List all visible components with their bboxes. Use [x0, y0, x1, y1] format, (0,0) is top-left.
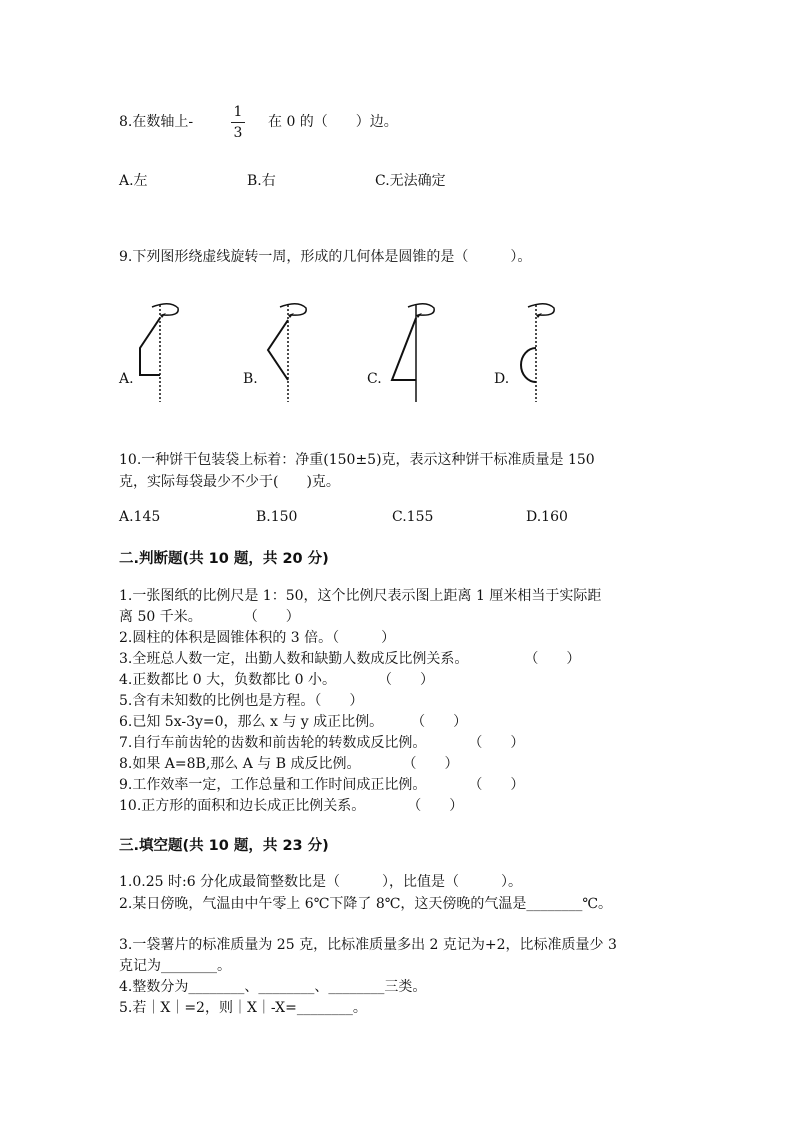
q8-text-before: 8.在数轴上- — [119, 114, 194, 130]
fill-item: 5.若｜X｜=2，则｜X｜-X=________。 — [119, 1000, 367, 1016]
q10-line-1: 10.一种饼干包装袋上标着：净重(150±5)克，表示这种饼干标准质量是 150 — [119, 452, 595, 468]
q10-option-a: A.145 — [119, 509, 161, 525]
judge-item: 4.正数都比 0 大，负数都比 0 小。 （ ） — [119, 672, 434, 688]
q8-frac-denominator: 3 — [233, 125, 243, 141]
q9-text: 9.下列图形绕虚线旋转一周，形成的几何体是圆锥的是（ ）。 — [119, 249, 532, 265]
section-2-title: 二.判断题(共 10 题，共 20 分) — [119, 551, 329, 567]
q9-option-d: D. — [494, 371, 510, 387]
q8-option-a: A.左 — [119, 173, 148, 189]
section-3-title: 三.填空题(共 10 题，共 23 分) — [119, 838, 329, 854]
judge-item: 10.正方形的面积和边长成正比例关系。 （ ） — [119, 798, 464, 814]
q10-option-b: B.150 — [256, 509, 298, 525]
fill-item: 克记为________。 — [119, 958, 231, 974]
fill-item: 4.整数分为________、________、________三类。 — [119, 979, 427, 995]
q10-line-2: 克，实际每袋最少不少于( )克。 — [119, 474, 340, 490]
judge-item: 6.已知 5x-3y=0，那么 x 与 y 成正比例。 （ ） — [119, 714, 468, 730]
q8-option-c: C.无法确定 — [375, 173, 446, 189]
fill-item: 1.0.25 时:6 分化成最简整数比是（ ），比值是（ ）。 — [119, 874, 523, 890]
q8-text-after: 在 0 的（ ）边。 — [268, 114, 398, 130]
judge-item: 3.全班总人数一定，出勤人数和缺勤人数成反比例关系。 （ ） — [119, 651, 581, 667]
judge-item: 9.工作效率一定，工作总量和工作时间成正比例。 （ ） — [119, 777, 525, 793]
judge-item: 8.如果 A=8B,那么 A 与 B 成反比例。 （ ） — [119, 756, 459, 772]
q10-option-d: D.160 — [526, 509, 568, 525]
fill-item: 2.某日傍晚，气温由中午零上 6℃下降了 8℃，这天傍晚的气温是________℃。 — [119, 896, 613, 912]
q8-fraction — [230, 104, 246, 141]
judge-item: 7.自行车前齿轮的齿数和前齿轮的转数成反比例。 （ ） — [119, 735, 525, 751]
figure-c-icon — [390, 300, 450, 410]
judge-item: 2.圆柱的体积是圆锥体积的 3 倍。（ ） — [119, 630, 396, 646]
figure-d-icon — [510, 300, 570, 410]
fraction-bar — [231, 122, 245, 123]
q8-frac-numerator: 1 — [233, 104, 243, 120]
figure-a-icon — [130, 300, 190, 410]
q9-option-c: C. — [367, 371, 382, 387]
judge-item: 离 50 千米。 （ ） — [119, 609, 300, 625]
q9-option-a: A. — [119, 371, 134, 387]
q8-option-b: B.右 — [247, 173, 276, 189]
q10-option-c: C.155 — [392, 509, 434, 525]
q9-option-b: B. — [243, 371, 258, 387]
fill-item: 3.一袋薯片的标准质量为 25 克，比标准质量多出 2 克记为+2，比标准质量少 3 — [119, 937, 617, 953]
judge-item: 5.含有未知数的比例也是方程。（ ） — [119, 693, 364, 709]
judge-item: 1.一张图纸的比例尺是 1：50，这个比例尺表示图上距离 1 厘米相当于实际距 — [119, 588, 602, 604]
figure-b-icon — [262, 300, 322, 410]
